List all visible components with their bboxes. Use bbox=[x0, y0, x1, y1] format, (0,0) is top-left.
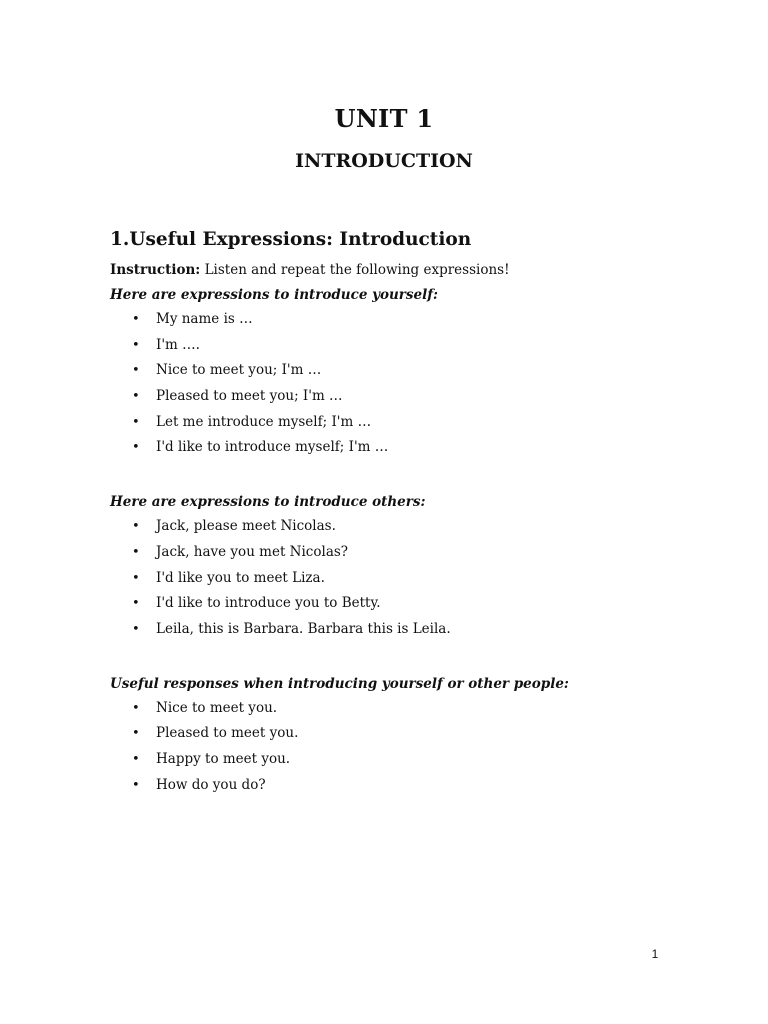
group-heading-introduce-others: Here are expressions to introduce others: bbox=[110, 494, 426, 511]
page-number: 1 bbox=[651, 947, 659, 961]
unit-title: UNIT 1 bbox=[334, 104, 434, 133]
bullet-icon: • bbox=[132, 777, 140, 793]
list-item bbox=[110, 514, 730, 540]
group-heading-introduce-yourself: Here are expressions to introduce yourself: bbox=[110, 287, 439, 303]
list-item-text: Pleased to meet you. bbox=[156, 725, 299, 742]
list-item bbox=[110, 773, 730, 799]
list-item bbox=[110, 721, 730, 747]
spacer bbox=[110, 461, 730, 488]
bullet-icon: • bbox=[132, 700, 140, 716]
list-item bbox=[110, 435, 730, 461]
list-item-text: Nice to meet you. bbox=[156, 699, 278, 716]
bullet-icon: • bbox=[132, 337, 140, 353]
list-item-text: Let me introduce myself; I'm … bbox=[156, 413, 372, 430]
list-item-text: I'd like to introduce myself; I'm … bbox=[156, 439, 389, 456]
list-item-text: Pleased to meet you; I'm … bbox=[156, 388, 343, 405]
list-item-text: How do you do? bbox=[156, 776, 266, 793]
list-item bbox=[110, 617, 730, 643]
list-item bbox=[110, 307, 730, 333]
bullet-icon: • bbox=[132, 544, 140, 560]
bullet-icon: • bbox=[132, 519, 140, 535]
list-item-text: Jack, have you met Nicolas? bbox=[156, 543, 349, 560]
list-item bbox=[110, 747, 730, 773]
bullet-icon: • bbox=[132, 570, 140, 586]
list-item bbox=[110, 410, 730, 436]
list-item bbox=[110, 384, 730, 410]
list-item-text: Nice to meet you; I'm … bbox=[156, 362, 322, 379]
list-item bbox=[110, 333, 730, 359]
list-item-text: Leila, this is Barbara. Barbara this is Leila. bbox=[156, 620, 451, 637]
instruction-line bbox=[110, 259, 730, 281]
bullet-icon: • bbox=[132, 596, 140, 612]
list-item bbox=[110, 358, 730, 384]
bullet-list-introduce-yourself bbox=[110, 307, 730, 461]
bullet-icon: • bbox=[132, 414, 140, 430]
group-heading-useful-responses: Useful responses when introducing yourself or other people: bbox=[110, 675, 569, 692]
bullet-icon: • bbox=[132, 363, 140, 379]
list-item-text: Jack, please meet Nicolas. bbox=[156, 518, 336, 535]
list-item-text: My name is … bbox=[156, 311, 253, 327]
list-item bbox=[110, 696, 730, 722]
unit-subtitle: INTRODUCTION bbox=[295, 150, 473, 172]
list-item bbox=[110, 566, 730, 592]
bullet-list-introduce-others bbox=[110, 514, 730, 642]
useful-expressions-section bbox=[110, 227, 730, 798]
section-heading: 1.Useful Expressions: Introduction bbox=[110, 229, 472, 250]
instruction-text: Listen and repeat the following expressions! bbox=[200, 262, 510, 278]
list-item-text: I'd like you to meet Liza. bbox=[156, 569, 325, 586]
bullet-icon: • bbox=[132, 440, 140, 456]
list-item-text: I'm …. bbox=[156, 336, 200, 353]
bullet-icon: • bbox=[132, 726, 140, 742]
bullet-icon: • bbox=[132, 389, 140, 405]
bullet-list-useful-responses bbox=[110, 696, 730, 799]
bullet-icon: • bbox=[132, 312, 140, 327]
instruction-label: Instruction: bbox=[110, 262, 201, 278]
list-item bbox=[110, 591, 730, 617]
list-item-text: Happy to meet you. bbox=[156, 750, 291, 767]
bullet-icon: • bbox=[132, 621, 140, 637]
spacer bbox=[110, 643, 730, 670]
list-item-text: I'd like to introduce you to Betty. bbox=[156, 595, 381, 612]
bullet-icon: • bbox=[132, 751, 140, 767]
list-item bbox=[110, 540, 730, 566]
